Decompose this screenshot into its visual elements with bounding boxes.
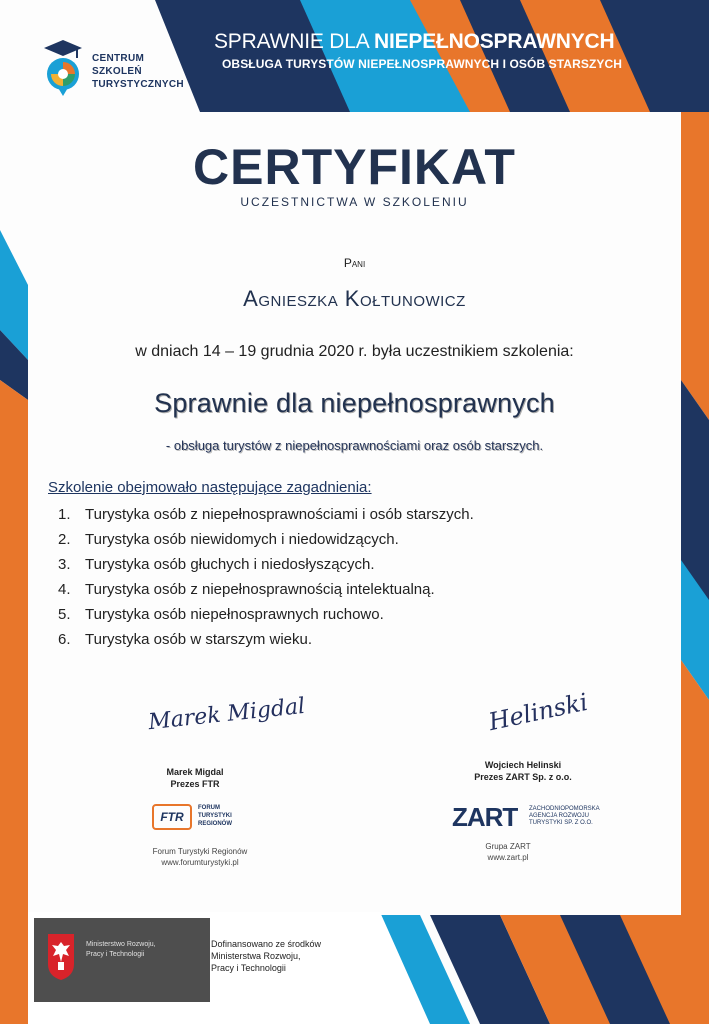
caption-line: Forum Turystyki Regionów	[152, 847, 248, 856]
list-item-text: Turystyka osób w starszym wieku.	[85, 631, 312, 648]
list-item	[58, 577, 474, 602]
signer-role: Prezes ZART Sp. z o.o.	[474, 772, 572, 782]
recipient-name: Agnieszka Kołtunowicz	[243, 286, 466, 311]
logo-line: TURYSTYCZNYCH	[92, 79, 184, 90]
list-item	[58, 502, 474, 527]
list-item-number: 2.	[58, 531, 71, 548]
list-item-number: 6.	[58, 631, 71, 648]
ftr-caption	[130, 846, 270, 868]
ftr-logo-mark: FTR	[152, 804, 192, 830]
header-title-light: SPRAWNIE DLA	[214, 30, 374, 53]
header-title	[214, 30, 694, 54]
list-item-number: 1.	[58, 506, 71, 523]
list-item-text: Turystyka osób z niepełnosprawnościami i osób starszych.	[85, 506, 474, 523]
zart-logo-text	[529, 806, 600, 827]
header-subtitle: OBSŁUGA TURYSTÓW NIEPEŁNOSPRAWNYCH I OSÓB STARSZYCH	[222, 57, 623, 71]
list-item-text: Turystyka osób niepełnosprawnych ruchowo.	[85, 606, 384, 623]
topics-heading: Szkolenie obejmowało następujące zagadnienia:	[48, 479, 372, 496]
zart-logo-line: AGENCJA ROZWOJU	[529, 813, 590, 819]
course-subtitle: - obsługa turystów z niepełnosprawnościami oraz osób starszych.	[165, 438, 544, 453]
list-item-text: Turystyka osób niewidomych i niedowidzących.	[85, 531, 399, 548]
list-item	[58, 527, 474, 552]
logo-text	[92, 52, 184, 91]
ministry-logo-panel	[34, 918, 210, 1002]
signature-wojciech-helinski: Helinski	[486, 687, 591, 737]
zart-caption	[458, 841, 558, 863]
signature-marek-migdal: Marek Migdal	[147, 693, 307, 736]
logo-line: SZKOLEŃ	[92, 66, 142, 77]
dates-statement: w dniach 14 – 19 grudnia 2020 r. była uczestnikiem szkolenia:	[135, 343, 574, 360]
signer-name: Wojciech Helinski	[484, 760, 562, 770]
ftr-logo-line: TURYSTYKI	[198, 813, 232, 819]
logo-line: CENTRUM	[92, 53, 145, 64]
ftr-logo-text	[198, 804, 232, 828]
graduation-cap-location-pin-icon	[40, 40, 86, 98]
header-title-bold: NIEPEŁNOSPRAWNYCH	[374, 30, 615, 53]
caption-line: www.forumturystyki.pl	[161, 858, 239, 867]
salutation: Pani	[343, 256, 366, 270]
polish-eagle-emblem-icon	[46, 932, 76, 982]
list-item	[58, 627, 474, 652]
zart-logo-line: ZACHODNIOPOMORSKA	[529, 806, 600, 812]
list-item	[58, 602, 474, 627]
centrum-szkolen-logo	[40, 40, 184, 100]
cofunding-line: Dofinansowano ze środków	[211, 939, 322, 949]
list-item-text: Turystyka osób z niepełnosprawnością intelektualną.	[85, 581, 435, 598]
ministry-name	[86, 940, 156, 960]
course-title: Sprawnie dla niepełnosprawnych	[154, 388, 555, 418]
ftr-logo-line: FORUM	[198, 805, 220, 811]
signer-role: Prezes FTR	[170, 779, 220, 789]
list-item-number: 3.	[58, 556, 71, 573]
certificate-subtitle: UCZESTNICTWA W SZKOLENIU	[240, 195, 469, 209]
signer-block-zart	[458, 759, 588, 783]
ministry-line: Pracy i Technologii	[86, 951, 145, 958]
ftr-logo	[152, 800, 252, 836]
cofunding-line: Ministerstwa Rozwoju,	[211, 951, 301, 961]
signer-name: Marek Migdal	[166, 767, 224, 777]
zart-logo-mark: ZART	[452, 802, 518, 832]
caption-line: Grupa ZART	[485, 842, 531, 851]
list-item-text: Turystyka osób głuchych i niedosłyszących.	[85, 556, 375, 573]
ministry-line: Ministerstwo Rozwoju,	[86, 941, 156, 948]
ftr-logo-line: REGIONÓW	[198, 821, 232, 827]
zart-logo	[452, 802, 602, 832]
topics-list	[58, 502, 474, 652]
cofunding-line: Pracy i Technologii	[211, 963, 286, 973]
list-item-number: 4.	[58, 581, 71, 598]
cofunding-note	[211, 938, 321, 974]
list-item-number: 5.	[58, 606, 71, 623]
signer-block-ftr	[130, 766, 260, 790]
zart-logo-line: TURYSTYKI SP. Z O.O.	[529, 820, 593, 826]
list-item	[58, 552, 474, 577]
caption-line: www.zart.pl	[487, 853, 529, 862]
certificate-title: CERTYFIKAT	[193, 139, 516, 195]
